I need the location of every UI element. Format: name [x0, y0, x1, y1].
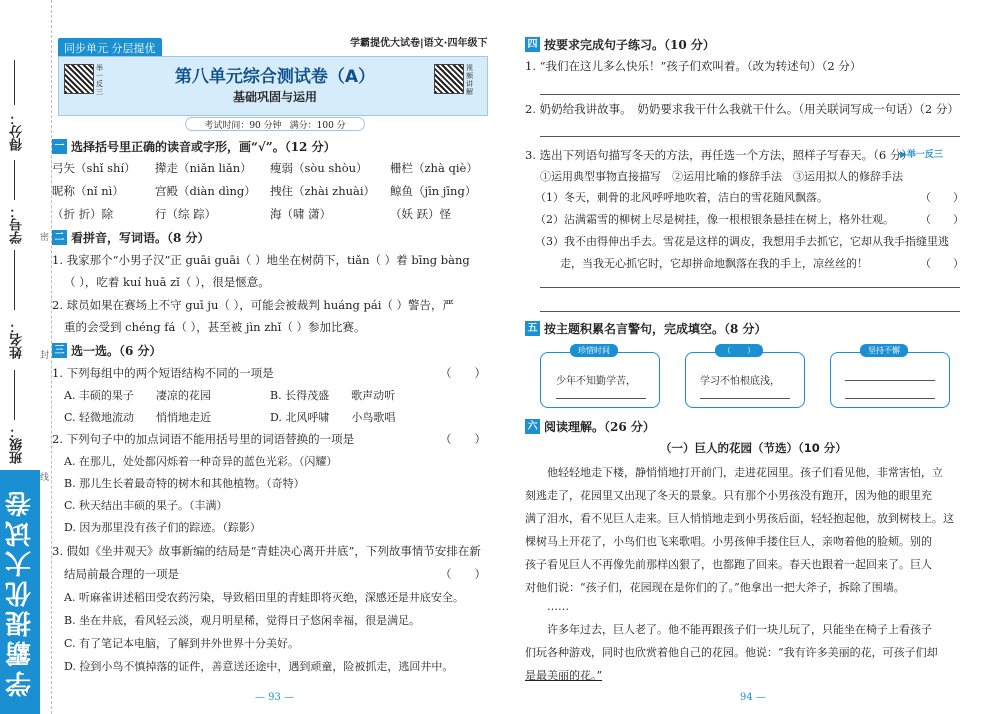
card-theme[interactable]: （ ） — [715, 344, 763, 357]
option-a[interactable]: A. 在那儿，处处都闪烁着一种奇异的蓝色光彩。（闪耀） — [64, 455, 338, 468]
sentence: （2）沾满霜雪的柳树上尽是树挂，像一根根银条悬挂在树上，格外壮观。 — [535, 213, 894, 226]
option-a[interactable]: A. 听麻雀讲述稻田受农药污染，导致稻田里的青蛙即将灭绝，深感还是井底安全。 — [64, 591, 464, 604]
seal-mark: 封 — [40, 351, 50, 361]
answer-paren[interactable]: （ ） — [920, 191, 964, 204]
name-line — [14, 250, 15, 310]
section-title: 看拼音，写词语。（8 分） — [71, 231, 210, 245]
qr-code-icon[interactable] — [434, 64, 464, 94]
card-quote: 少年不知勤学苦， — [556, 376, 636, 387]
section-number: 五 — [525, 321, 540, 336]
section-title: 选择括号里正确的读音或字形，画“√”。（12 分） — [71, 140, 336, 154]
section-number: 二 — [52, 230, 67, 245]
section-number: 六 — [525, 419, 540, 434]
answer-line[interactable] — [700, 398, 790, 399]
brand-logo: 学霸提优大试卷 — [0, 470, 40, 714]
option-b[interactable]: B. 那儿生长着最奇特的树木和其他植物。（奇特） — [64, 477, 305, 490]
name-label: 姓名： — [10, 320, 25, 359]
exam-score: 满分：100 分 — [289, 120, 346, 131]
option-b[interactable]: B. 长得茂盛 歌声动听 — [270, 389, 396, 402]
passage-line: 满了泪水，看不见巨人走来。巨人悄悄地走到小男孩后面，轻轻抱起他，放到树枝上。这 — [525, 512, 954, 525]
exam-meta — [185, 117, 365, 131]
section-title: 阅读理解。（26 分） — [544, 420, 655, 434]
pinyin-choice[interactable]: 撵走（niǎn liǎn） — [155, 161, 252, 175]
section-number: 四 — [525, 37, 540, 52]
section-6-heading — [525, 418, 655, 435]
pinyin-choice[interactable]: 栅栏（zhà qiè） — [390, 161, 478, 175]
student-no-line — [14, 160, 15, 200]
option-a[interactable]: A. 丰硕的果子 凄凉的花园 — [64, 389, 211, 402]
answer-paren[interactable]: （ ） — [440, 432, 486, 446]
question-line: 1. 我家那个“小男子汉”正 guāi guāi（ ）地坐在树荫下，tiǎn（ ）着 bīng bàng — [52, 253, 470, 267]
pinyin-choice[interactable]: 弓矢（shǐ shí） — [52, 161, 136, 175]
class-line — [14, 370, 15, 420]
passage-line: 刻逃走了，花园里又出现了冬天的景象。只有那个小男孩没有跑开，因为他的眼里充 — [525, 489, 932, 502]
card-theme: 珍惜时间 — [570, 344, 618, 357]
answer-line[interactable] — [556, 398, 646, 399]
question-text: 3. 假如《坐井观天》故事新编的结局是“青蛙决心离开井底”，下列故事情节安排在新 — [52, 544, 481, 558]
section-title: 按主题积累名言警句，完成填空。（8 分） — [544, 322, 767, 336]
score-line — [14, 60, 15, 105]
passage-line: 孩子看见巨人不再像先前那样凶狠了，也都跑了回来。春天也跟着一起回来了。巨人 — [525, 558, 932, 571]
option-c[interactable]: C. 秋天结出丰硕的果子。（丰满） — [64, 499, 228, 512]
option-d[interactable]: D. 北风呼啸 小鸟歌唱 — [270, 411, 396, 424]
qr-caption: 视频讲解 — [466, 64, 473, 96]
option-c[interactable]: C. 有了笔记本电脑，了解到井外世界十分美好。 — [64, 637, 300, 650]
section-2-heading — [52, 229, 210, 246]
unit-tag: 同步单元 分层提优 — [58, 38, 162, 58]
practice-tag: ▶举一反三 — [900, 150, 943, 160]
char-choice[interactable]: （折 折）除 — [52, 207, 114, 221]
page-subtitle: 基础巩固与运用 — [232, 90, 317, 104]
page-title: 第八单元综合测试卷（A） — [174, 67, 376, 87]
answer-line[interactable] — [540, 311, 960, 312]
answer-line[interactable] — [540, 136, 960, 137]
answer-paren[interactable]: （ ） — [920, 257, 964, 270]
student-no-label: 学号： — [10, 205, 25, 244]
section-5-heading — [525, 320, 767, 337]
pinyin-choice[interactable]: 昵称（nǐ nì） — [52, 184, 124, 198]
char-choice[interactable]: （妖 跃）怪 — [390, 207, 452, 221]
passage-line: 他轻轻地走下楼，静悄悄地打开前门，走进花园里。孩子们看见他，非常害怕，立 — [547, 466, 943, 479]
question-text: 3. 选出下列语句描写冬天的方法，再任选一个方法，照样子写春天。（6 分） — [525, 148, 913, 162]
pinyin-choice[interactable]: 鲸鱼（jīn jīng） — [390, 184, 477, 198]
question-line: （ ），吃着 kuí huā zǐ（ ），很是惬意。 — [64, 275, 270, 289]
passage-ellipsis: …… — [547, 600, 569, 613]
answer-line[interactable] — [845, 398, 935, 399]
answer-line[interactable] — [540, 94, 960, 95]
sentence: （3）我不由得伸出手去。雪花是这样的调皮，我想用手去抓它，它却从我手指缝里逃 — [535, 235, 949, 248]
char-choice[interactable]: 行（综 踪） — [155, 207, 217, 221]
answer-paren[interactable]: （ ） — [440, 366, 486, 380]
option-b[interactable]: B. 坐在井底，看风轻云淡，观月明星稀，觉得日子悠闲幸福，很是满足。 — [64, 614, 421, 627]
question-text: 1. “我们在这儿多么快乐！”孩子们欢叫着。（改为转述句）（2 分） — [525, 59, 862, 73]
page-number: 94 — — [740, 692, 766, 703]
pinyin-choice[interactable]: 瘦弱（sòu shòu） — [270, 161, 368, 175]
passage-line: 们玩各种游戏，同时也欣赏着他自己的花园。他说：“我有许多美丽的花，可孩子们却 — [525, 646, 938, 659]
passage-line: 许多年过去，巨人老了。他不能再跟孩子们一块儿玩了，只能坐在椅子上看孩子 — [547, 623, 932, 636]
seal-mark: 密 — [40, 233, 50, 243]
question-text: 2. 奶奶给我讲故事。 奶奶要求我干什么我就干什么。（用关联词写成一句话）（2 分） — [525, 102, 959, 116]
pinyin-choice[interactable]: 宫殿（diàn dìng） — [155, 184, 256, 198]
sentence: 走，当我无心抓它时，它却拼命地飘落在我的手上，凉丝丝的！ — [560, 257, 868, 270]
section-1-heading — [52, 138, 336, 155]
class-label: 班级： — [10, 425, 25, 464]
section-title: 按要求完成句子练习。（10 分） — [544, 38, 715, 52]
char-choice[interactable]: 海（啸 潇） — [270, 207, 332, 221]
qr-caption: 举一反三 — [96, 64, 103, 96]
passage-line: 对他们说：“孩子们，花园现在是你们的了。”他拿出一把大斧子，拆除了围墙。 — [525, 581, 905, 594]
option-d[interactable]: D. 捡到小鸟不慎掉落的证件，善意送还途中，遇到顽童，险被抓走，逃回井中。 — [64, 660, 454, 673]
qr-code-icon[interactable] — [64, 64, 94, 94]
question-line: 2. 球员如果在赛场上不守 guī ju（ ），可能会被裁判 huáng pái（ ）警告，严 — [52, 298, 455, 312]
passage-line: 是最美丽的花。” — [525, 669, 603, 682]
card-theme: 坚持不懈 — [860, 344, 908, 357]
section-title: 选一选。（6 分） — [71, 344, 162, 358]
card-quote: 学习不怕根底浅， — [700, 376, 780, 387]
question-text: 1. 下列每组中的两个短语结构不同的一项是 — [52, 366, 274, 380]
question-text: 结局前最合理的一项是 — [64, 567, 179, 581]
method-options: ①运用典型事物直接描写 ②运用比喻的修辞手法 ③运用拟人的修辞手法 — [540, 170, 903, 183]
page-number: — 93 — — [255, 692, 295, 703]
answer-paren[interactable]: （ ） — [440, 567, 486, 581]
section-number: 一 — [52, 139, 67, 154]
answer-line[interactable] — [845, 380, 935, 381]
question-line: 重的会受到 chéng fá（ ），甚至被 jìn zhǐ（ ）参加比赛。 — [64, 320, 366, 334]
passage-line: 棵树马上开花了，小鸟们也飞来歌唱。小男孩伸手搂住巨人，亲吻着他的脸颊。别的 — [525, 535, 932, 548]
sentence: （1）冬天，刺骨的北风呼呼地吹着，洁白的雪花随风飘落。 — [535, 191, 828, 204]
section-number: 三 — [52, 343, 67, 358]
option-c[interactable]: C. 轻微地流动 悄悄地走近 — [64, 411, 212, 424]
question-text: 2. 下列句子中的加点词语不能用括号里的词语替换的一项是 — [52, 432, 355, 446]
answer-line[interactable] — [540, 287, 960, 288]
section-4-heading — [525, 36, 715, 53]
section-3-heading — [52, 342, 162, 359]
series-title: 学霸提优大试卷|语文·四年级下 — [350, 38, 488, 49]
score-label: 得分： — [10, 112, 25, 151]
seal-mark: 线 — [40, 473, 50, 483]
answer-paren[interactable]: （ ） — [920, 213, 964, 226]
passage-title: （一）巨人的花园（节选）（10 分） — [660, 441, 847, 455]
option-d[interactable]: D. 因为那里没有孩子们的踪迹。（踪影） — [64, 521, 261, 534]
exam-time: 考试时间：90 分钟 — [204, 120, 282, 131]
pinyin-choice[interactable]: 拽住（zhài zhuài） — [270, 184, 376, 198]
